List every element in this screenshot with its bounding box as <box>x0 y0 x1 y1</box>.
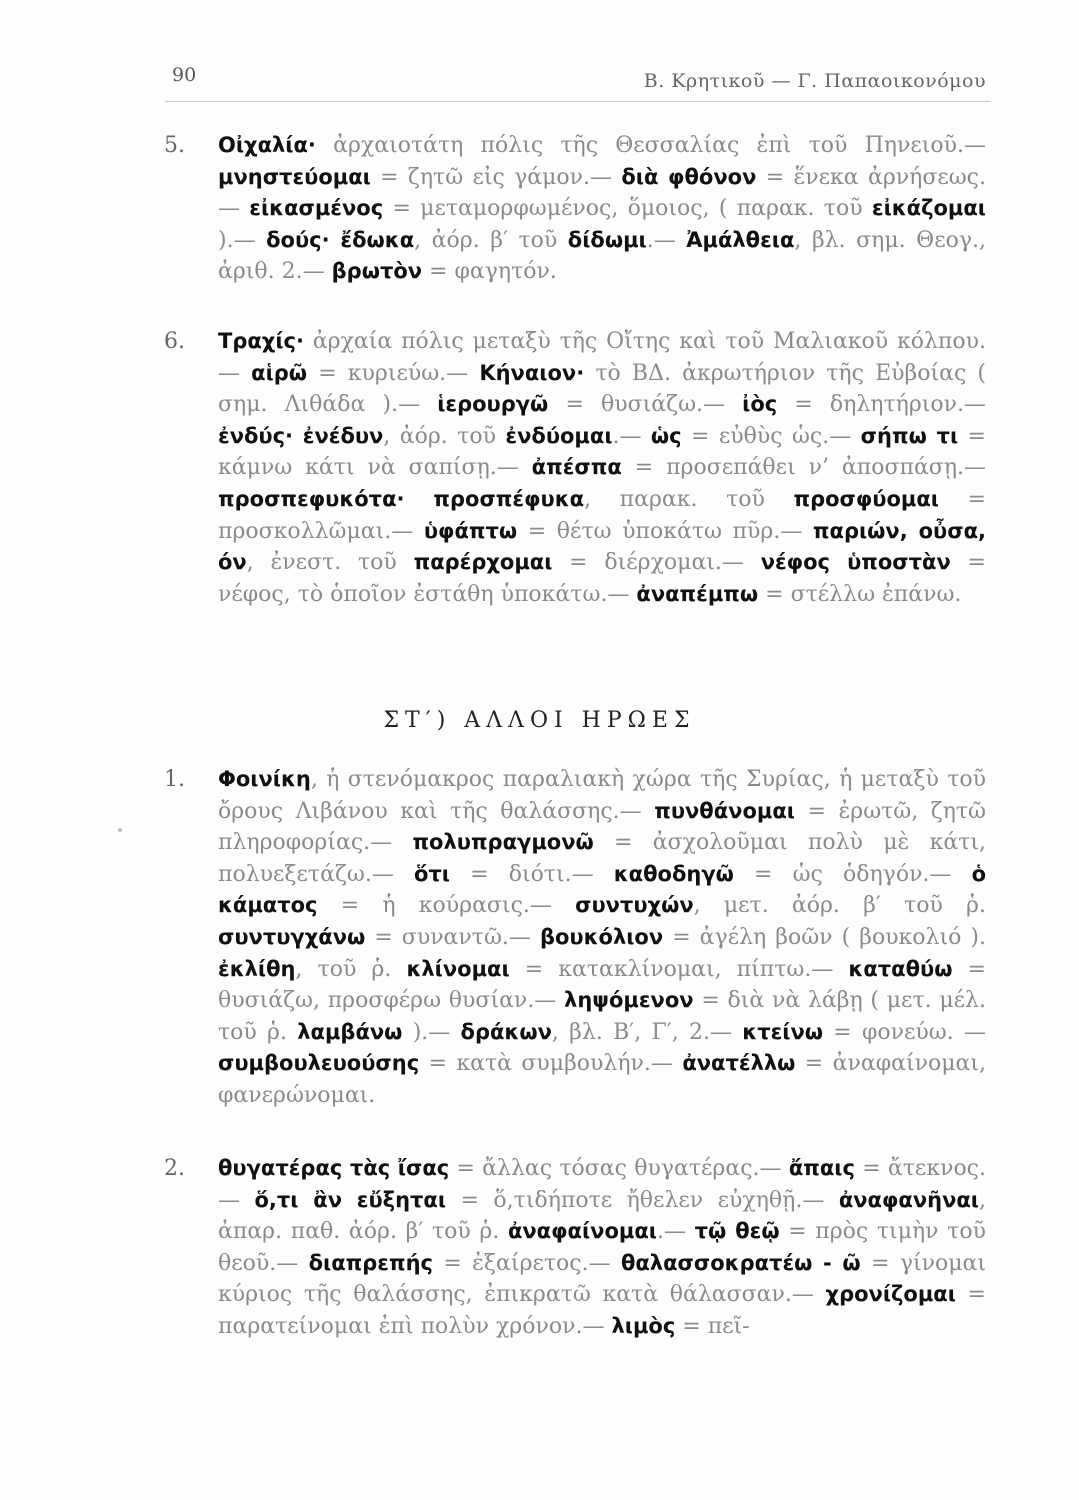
headword: καθοδηγῶ <box>613 861 734 886</box>
gloss: , ἀπαρ. παθ. ἀόρ. β′ τοῦ ῥ. <box>218 1187 986 1245</box>
gloss: = κατὰ συμβουλήν.— <box>419 1051 683 1077</box>
gloss: = ὅ,τιδήποτε ἤθελεν εὐχηθῇ.— <box>446 1187 839 1213</box>
entry-number: 2. <box>164 1156 185 1181</box>
headword: βουκόλιον <box>539 924 664 949</box>
headword: λιμὸς <box>611 1313 676 1338</box>
gloss: = θυσιάζω.— <box>548 392 743 418</box>
gloss: , βλ. Β′, Γ′, 2.— <box>551 1019 743 1045</box>
gloss: ).— <box>402 1019 461 1045</box>
headword: χρονίζομαι <box>825 1282 956 1307</box>
gloss: ἀρχαία πόλις μεταξὺ τῆς Οἴτης καὶ τοῦ Μαλιακοῦ κόλπου.— <box>218 329 986 386</box>
gloss: = διότι.— <box>449 861 614 887</box>
gloss: = κυριεύω.— <box>307 360 480 386</box>
headword: συντυχών <box>575 893 694 918</box>
headword: ὑφάπτω <box>423 518 518 543</box>
headword: ἐνδύομαι <box>505 423 613 448</box>
headword: προσπεφυκότα· προσπέφυκα <box>218 486 585 511</box>
gloss: = πεῖ- <box>675 1313 750 1339</box>
entry-text <box>218 1153 986 1343</box>
headword: ὁ κάματος <box>218 861 987 918</box>
scan-speck <box>118 828 122 832</box>
headword: συντυγχάνω <box>218 924 366 949</box>
gloss: .— <box>656 1219 695 1245</box>
headword: κτείνω <box>742 1019 824 1044</box>
gloss: = θυσιάζω, προσφέρω θυσίαν.— <box>218 956 986 1014</box>
header-rule <box>165 101 991 102</box>
headword: διαπρεπής <box>308 1250 433 1275</box>
gloss: = νέφος, τὸ ὁποῖον ἐστάθη ὑποκάτω.— <box>218 550 986 607</box>
gloss: τὸ ΒΔ. ἀκρωτήριον τῆς Εὐβοίας ( σημ. Λιθάδα ).— <box>218 360 986 418</box>
headword: δράκων <box>460 1019 552 1044</box>
headword: ἐνδύς· ἐνέδυν <box>218 423 384 448</box>
headword: διὰ φθόνον <box>621 164 757 189</box>
entry-text <box>218 326 986 610</box>
gloss: = ἀγέλη βοῶν ( βουκολιό ). <box>663 924 986 950</box>
entry-2 <box>164 1153 986 1343</box>
gloss: , μετ. ἀόρ. β′ τοῦ ῥ. <box>693 893 986 919</box>
gloss: , βλ. σημ. Θεογ., ἀριθ. 2.— <box>218 227 986 285</box>
gloss: = ἀναφαίνομαι, φανερώνομαι. <box>218 1051 986 1108</box>
headword: ἀναπέμπω <box>636 581 759 606</box>
page-header <box>172 62 986 102</box>
gloss: , ἐνεστ. τοῦ <box>246 550 414 576</box>
headword: μνηστεύομαι <box>218 164 371 189</box>
entry-number: 6. <box>164 329 185 354</box>
gloss: = ζητῶ εἰς γάμον.— <box>370 164 622 190</box>
headword: ἀνατέλλω <box>682 1051 796 1076</box>
gloss: = στέλλω ἐπάνω. <box>758 581 962 607</box>
section-title: ΣΤ′) ΑΛΛΟΙ ΗΡΩΕΣ <box>383 708 696 733</box>
gloss: = θέτω ὑποκάτω πῦρ.— <box>517 518 813 544</box>
gloss: = προσεπάθει ν’ ἀποσπάσῃ.— <box>621 455 986 481</box>
gloss: = δηλητήριον.— <box>777 392 986 418</box>
headword: καταθύω <box>848 956 953 981</box>
headword: ὅτι <box>413 861 450 886</box>
gloss: , ἀόρ. τοῦ <box>383 423 506 449</box>
gloss: = ὡς ὁδηγόν.— <box>733 861 972 887</box>
gloss: = παρατείνομαι ἐπὶ πολὺν χρόνον.— <box>218 1282 986 1339</box>
headword: λαμβάνω <box>297 1019 403 1044</box>
headword: Οἰχαλία· <box>218 133 316 157</box>
gloss: , τοῦ ῥ. <box>295 956 407 982</box>
headword: ἀναφαίνομαι <box>507 1219 657 1244</box>
headword: ἰὸς <box>742 392 778 417</box>
page-number: 90 <box>172 64 197 86</box>
headword: ἐκλίθη <box>218 956 296 981</box>
headword: βρωτὸν <box>331 259 423 284</box>
gloss: = φαγητόν. <box>422 259 557 285</box>
gloss: = ἐξαίρετος.— <box>433 1250 621 1276</box>
gloss: = πρὸς τιμὴν τοῦ θεοῦ.— <box>218 1219 986 1276</box>
entry-number: 5. <box>164 133 185 158</box>
running-head: Β. Κρητικοῦ — Γ. Παπαοικονόμου <box>643 70 986 92</box>
gloss: = ἡ κούρασις.— <box>317 893 576 919</box>
entry-1 <box>164 764 987 1112</box>
headword: παρέρχομαι <box>413 550 553 575</box>
headword: ἱερουργῶ <box>437 392 549 417</box>
gloss: , ἡ στενόμακρος παραλιακὴ χώρα τῆς Συρίας, ἡ μεταξὺ τοῦ ὄρους Λιβάνου καὶ τῆς θαλάσσης.— <box>218 767 986 824</box>
headword: αἱρῶ <box>251 360 308 385</box>
gloss: = ἀσχολοῦμαι πολὺ μὲ κάτι, πολυεξετάζω.— <box>218 830 986 887</box>
gloss: = ἄτεκνος.— <box>218 1156 986 1213</box>
headword: τῷ θεῷ <box>694 1219 780 1244</box>
gloss: = ἄλλας τόσας θυγατέρας.— <box>449 1156 789 1181</box>
headword: ἀναφανῆναι <box>838 1187 979 1212</box>
entry-5 <box>164 130 986 288</box>
headword: δούς· ἔδωκα <box>266 227 415 252</box>
headword: ὅ,τι ἂν εὔξηται <box>254 1187 447 1212</box>
headword: ἀπέσπα <box>531 455 622 480</box>
entry-number: 1. <box>164 767 185 792</box>
gloss: , παρακ. τοῦ <box>584 486 794 512</box>
headword: ληψόμενον <box>564 988 694 1013</box>
headword: Κήναιον· <box>479 360 585 385</box>
headword: προσφύομαι <box>793 486 939 511</box>
headword: πολυπραγμονῶ <box>412 830 594 855</box>
gloss: = διὰ νὰ λάβῃ ( μετ. μέλ. τοῦ ῥ. <box>218 988 986 1045</box>
headword: κλίνομαι <box>406 956 510 981</box>
headword: συμβουλευούσης <box>218 1051 420 1076</box>
entry-text <box>218 130 986 288</box>
gloss: ).— <box>218 227 267 253</box>
headword: ἄπαις <box>788 1156 855 1180</box>
headword: παριών, οὖσα, όν <box>218 518 986 575</box>
headword: Ἀμάλθεια <box>686 227 795 252</box>
entry-text <box>218 764 986 1112</box>
headword: δίδωμι <box>567 227 647 252</box>
entry-6 <box>164 326 986 610</box>
headword: εἰκασμένος <box>249 196 384 221</box>
headword: πυνθάνομαι <box>654 798 795 823</box>
gloss: = φονεύω. — <box>823 1019 987 1045</box>
gloss: = διέρχομαι.— <box>552 550 761 576</box>
gloss: = ἐρωτῶ, ζητῶ πληροφορίας.— <box>218 798 986 856</box>
gloss: = κατακλίνομαι, πίπτω.— <box>509 956 849 982</box>
gloss: = γίνομαι κύριος τῆς θαλάσσης, ἐπικρατῶ κατὰ θάλασσαν.— <box>218 1250 986 1308</box>
headword: θαλασσοκρατέω - ῶ <box>620 1250 861 1275</box>
gloss: = κάμνω κάτι νὰ σαπίσῃ.— <box>218 423 986 481</box>
gloss: ἀρχαιοτάτη πόλις τῆς Θεσσαλίας ἐπὶ τοῦ Πηνειοῦ.— <box>315 133 986 158</box>
headword: Φοινίκη <box>218 767 311 791</box>
headword: σήπω τι <box>860 423 959 448</box>
gloss: = μεταμορφωμένος, ὅμοιος, ( παρακ. τοῦ <box>383 196 872 222</box>
gloss: = εὐθὺς ὡς.— <box>681 423 861 449</box>
headword: Τραχίς· <box>218 329 304 353</box>
gloss: = συναντῶ.— <box>365 924 540 950</box>
gloss: .— <box>646 227 687 253</box>
headword: εἰκάζομαι <box>871 196 986 221</box>
gloss: = προσκολλῶμαι.— <box>218 486 986 544</box>
headword: ὡς <box>650 423 682 448</box>
headword: θυγατέρας τὰς ἴσας <box>218 1156 450 1180</box>
gloss: = ἕνεκα ἀρνήσεως.— <box>218 164 986 222</box>
gloss: .— <box>612 423 651 449</box>
gloss: , ἀόρ. β′ τοῦ <box>414 227 568 253</box>
headword: νέφος ὑποστὰν <box>760 550 951 575</box>
